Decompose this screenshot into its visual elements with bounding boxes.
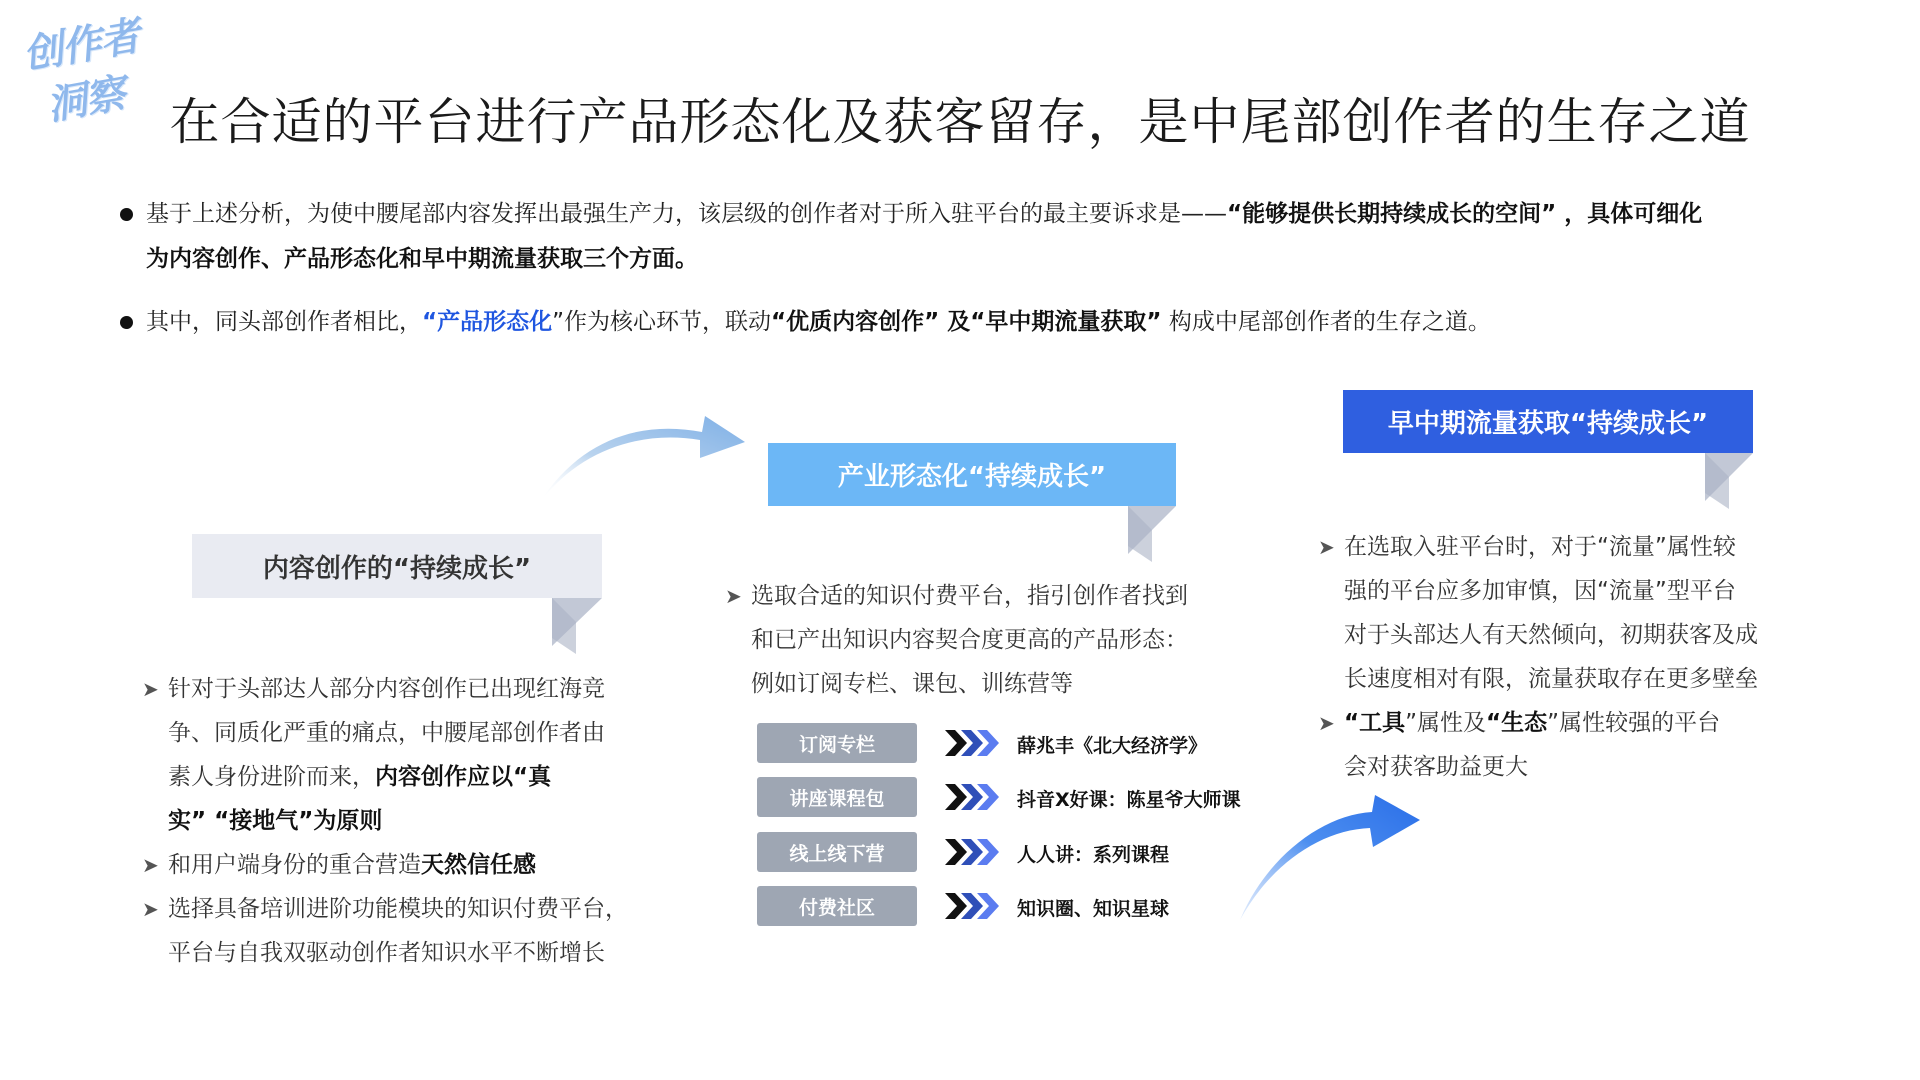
list-item-text: 和用户端身份的重合营造	[168, 852, 421, 878]
chevron-right-icon: ➤	[725, 584, 742, 608]
header-fold-icon	[1705, 453, 1755, 511]
list-item-text: ”属性及	[1405, 710, 1487, 736]
chevron-right-icon: ➤	[1318, 535, 1335, 559]
list-item-text: ”属性较强的平台	[1547, 710, 1721, 736]
chevron-right-icon: ➤	[142, 853, 159, 877]
list-item-text: 例如订阅专栏、课包、训练营等	[751, 671, 1073, 697]
triple-chevron-icon	[945, 839, 1003, 865]
traffic-section-title: 早中期流量获取“持续成长”	[1387, 409, 1709, 439]
content-section-header	[192, 534, 602, 598]
bullet-1-emphasis: “能够提供长期持续成长的空间” ，具体可细化	[1227, 201, 1703, 227]
list-item-text: 和已产出知识内容契合度更高的产品形态：	[751, 627, 1188, 653]
list-item-text: 对于头部达人有天然倾向，初期获客及成	[1344, 622, 1758, 648]
list-item-text: 争、同质化严重的痛点，中腰尾部创作者由	[168, 720, 605, 746]
list-item-text: 长速度相对有限，流量获取存在更多壁垒	[1344, 666, 1758, 692]
list-item-text: 在选取入驻平台时，对于“流量”属性较	[1344, 534, 1736, 560]
list-item-text: 针对于头部达人部分内容创作已出现红海竞	[168, 676, 605, 702]
bullet-dot-icon	[120, 316, 133, 329]
logo-line-2: 洞察	[43, 70, 129, 130]
bullet-1	[120, 192, 1820, 282]
traffic-section-header	[1343, 390, 1753, 453]
product-section-body	[725, 574, 1245, 706]
product-tag-course-pack: 讲座课程包	[757, 777, 917, 817]
bullet-2-emphasis: “优质内容创作” 及“早中期流量获取”	[771, 309, 1162, 335]
page-title: 在合适的平台进行产品形态化及获客留存，是中尾部创作者的生存之道	[169, 93, 1751, 151]
product-example-label: 抖音X好课：陈星爷大师课	[1017, 789, 1241, 811]
list-item	[142, 667, 702, 843]
product-section-header	[768, 443, 1176, 506]
list-item-emphasis: 实” “接地气”为原则	[168, 808, 383, 834]
bullet-2-highlight: “产品形态化	[422, 309, 553, 335]
bullet-1-emphasis-2: 为内容创作、产品形态化和早中期流量获取三个方面。	[146, 246, 698, 272]
content-section-body	[142, 667, 702, 975]
bullet-2-text-b: ”作为核心环节，联动	[552, 309, 772, 335]
curve-arrow-1-icon	[530, 410, 750, 510]
header-fold-icon	[1128, 506, 1178, 564]
bullet-1-text: 基于上述分析，为使中腰尾部内容发挥出最强生产力，该层级的创作者对于所入驻平台的最主要诉求是——	[146, 201, 1227, 227]
product-tag-subscription: 订阅专栏	[757, 723, 917, 763]
product-tag-camp: 线上线下营	[757, 832, 917, 872]
list-item	[142, 843, 702, 887]
header-fold-icon	[552, 598, 604, 656]
product-example-label: 人人讲：系列课程	[1017, 844, 1170, 866]
product-section-title: 产业形态化“持续成长”	[837, 462, 1107, 492]
bullet-2-text: 其中，同头部创作者相比，	[146, 309, 422, 335]
chevron-right-icon: ➤	[142, 897, 159, 921]
list-item-text: 素人身份进阶而来，	[168, 764, 375, 790]
product-tag-community: 付费社区	[757, 886, 917, 926]
product-example-label: 知识圈、知识星球	[1017, 898, 1170, 920]
list-item	[142, 887, 702, 975]
list-item	[1318, 525, 1838, 701]
bullet-dot-icon	[120, 208, 133, 221]
traffic-section-body	[1318, 525, 1838, 789]
chevron-right-icon: ➤	[1318, 711, 1335, 735]
bullet-2-text-c: 构成中尾部创作者的生存之道。	[1161, 309, 1491, 335]
list-item-text: 选择具备培训进阶功能模块的知识付费平台，	[168, 896, 628, 922]
list-item-text: 会对获客助益更大	[1344, 754, 1528, 780]
list-item-text: 强的平台应多加审慎，因“流量”型平台	[1344, 578, 1736, 604]
triple-chevron-icon	[945, 730, 1003, 756]
list-item-emphasis: 天然信任感	[421, 852, 536, 878]
triple-chevron-icon	[945, 893, 1003, 919]
bullet-2	[120, 300, 1820, 345]
list-item	[1318, 701, 1838, 789]
list-item	[725, 574, 1245, 706]
logo-line-1: 创作者	[19, 13, 143, 79]
list-item-emphasis: “工具	[1344, 710, 1406, 736]
list-item-text: 平台与自我双驱动创作者知识水平不断增长	[168, 940, 605, 966]
list-item-emphasis: “生态	[1486, 710, 1548, 736]
chevron-right-icon: ➤	[142, 677, 159, 701]
product-example-label: 薛兆丰《北大经济学》	[1017, 735, 1208, 757]
list-item-emphasis: 内容创作应以“真	[375, 764, 552, 790]
content-section-title: 内容创作的“持续成长”	[262, 553, 532, 584]
list-item-text: 选取合适的知识付费平台，指引创作者找到	[751, 583, 1188, 609]
curve-arrow-2-icon	[1235, 795, 1435, 925]
triple-chevron-icon	[945, 784, 1003, 810]
